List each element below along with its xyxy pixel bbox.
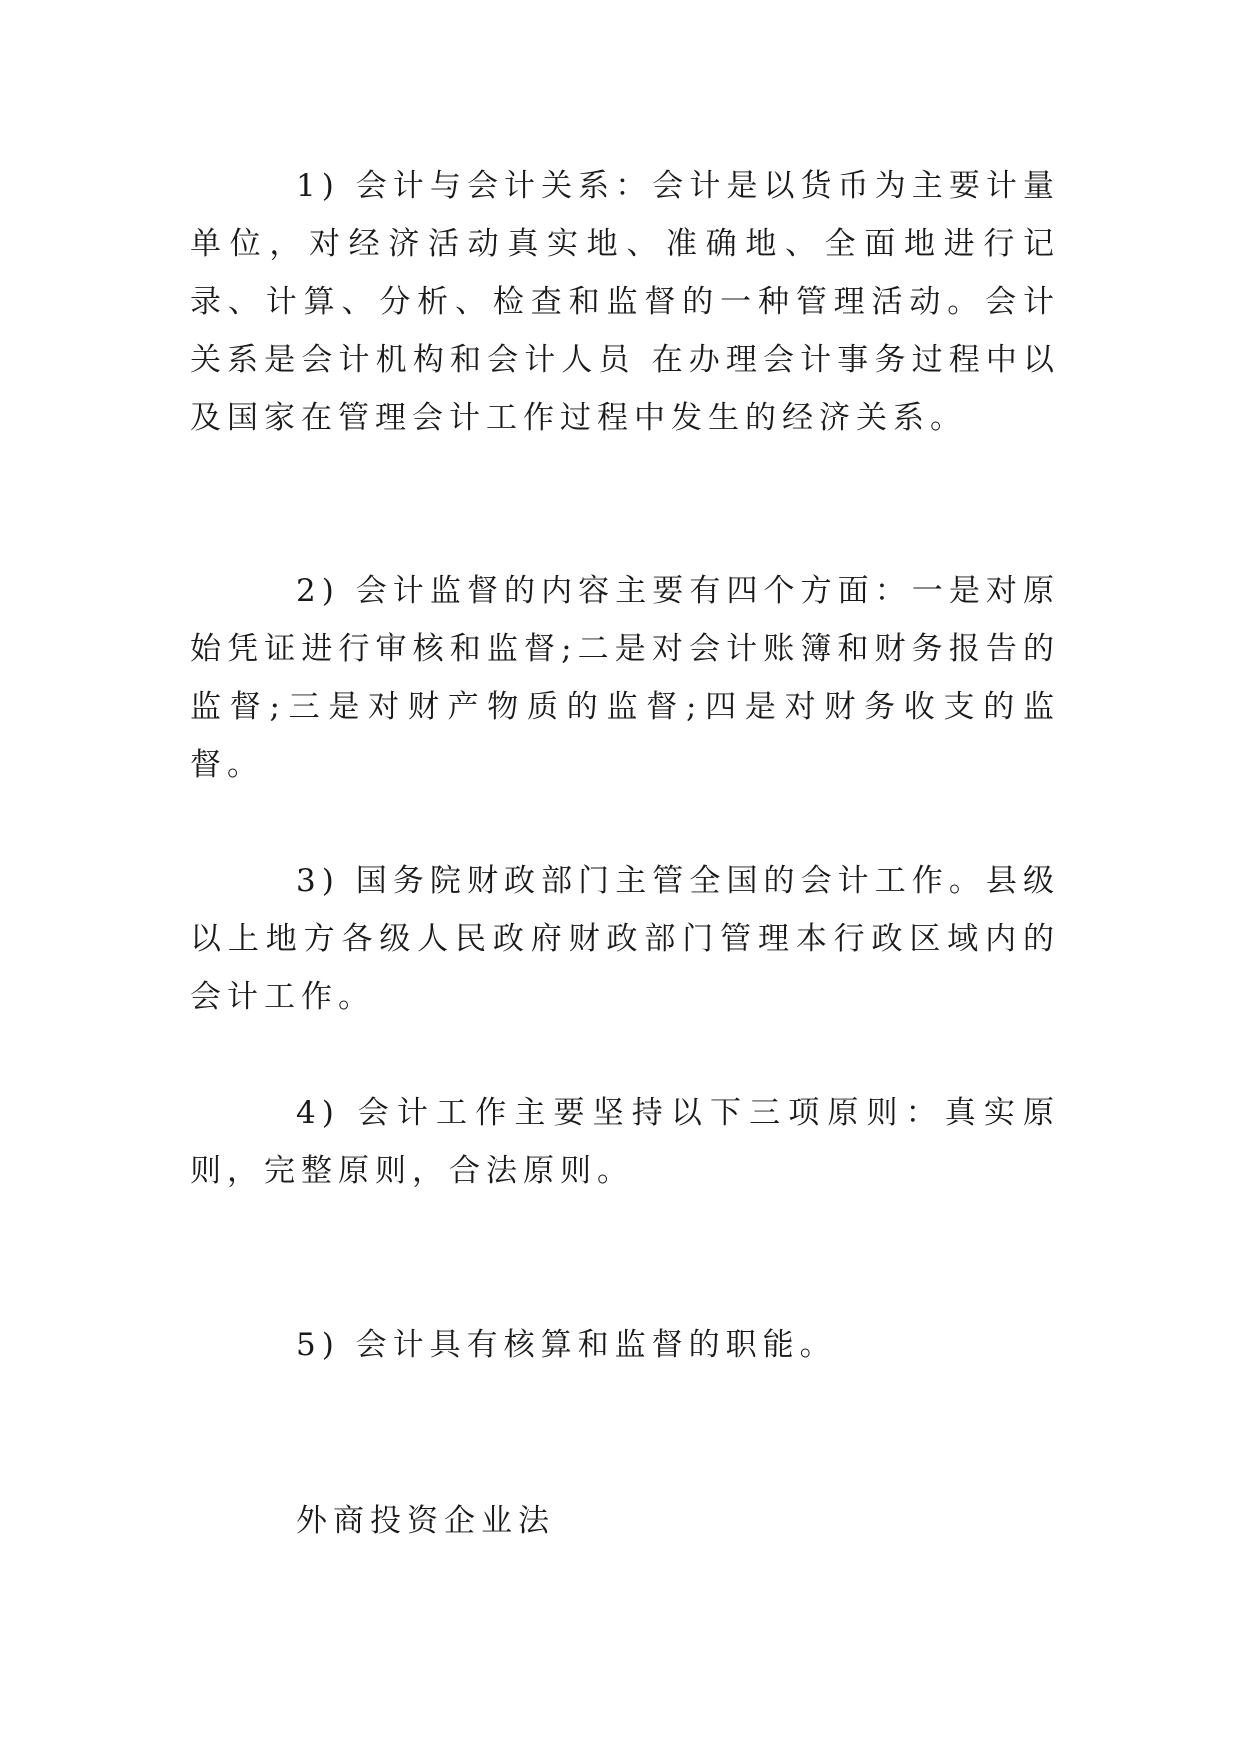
paragraph-accounting-principles: 4) 会计工作主要坚持以下三项原则：真实原则，完整原则，合法原则。 bbox=[190, 1095, 1060, 1189]
paragraph-finance-department: 3) 国务院财政部门主管全国的会计工作。县级以上地方各级人民政府财政部门管理本行政区域内的会计工作。 bbox=[190, 863, 1060, 1015]
paragraph-accounting-relations: 1) 会计与会计关系：会计是以货币为主要计量单位，对经济活动真实地、准确地、全面地进行记录、计算、分析、检查和监督的一种管理活动。会计关系是会计机构和会计人员 在办理会计事务过程中以及国家在管理会计工作过程中发生的经济关系。 bbox=[190, 168, 1060, 436]
paragraph-accounting-functions: 5) 会计具有核算和监督的职能。 bbox=[296, 1327, 837, 1363]
section-heading: 外商投资企业法 bbox=[296, 1503, 555, 1539]
paragraph-accounting-supervision: 2) 会计监督的内容主要有四个方面：一是对原始凭证进行审核和监督;二是对会计账簿和财务报告的监督;三是对财产物质的监督;四是对财务收支的监督。 bbox=[190, 573, 1060, 783]
